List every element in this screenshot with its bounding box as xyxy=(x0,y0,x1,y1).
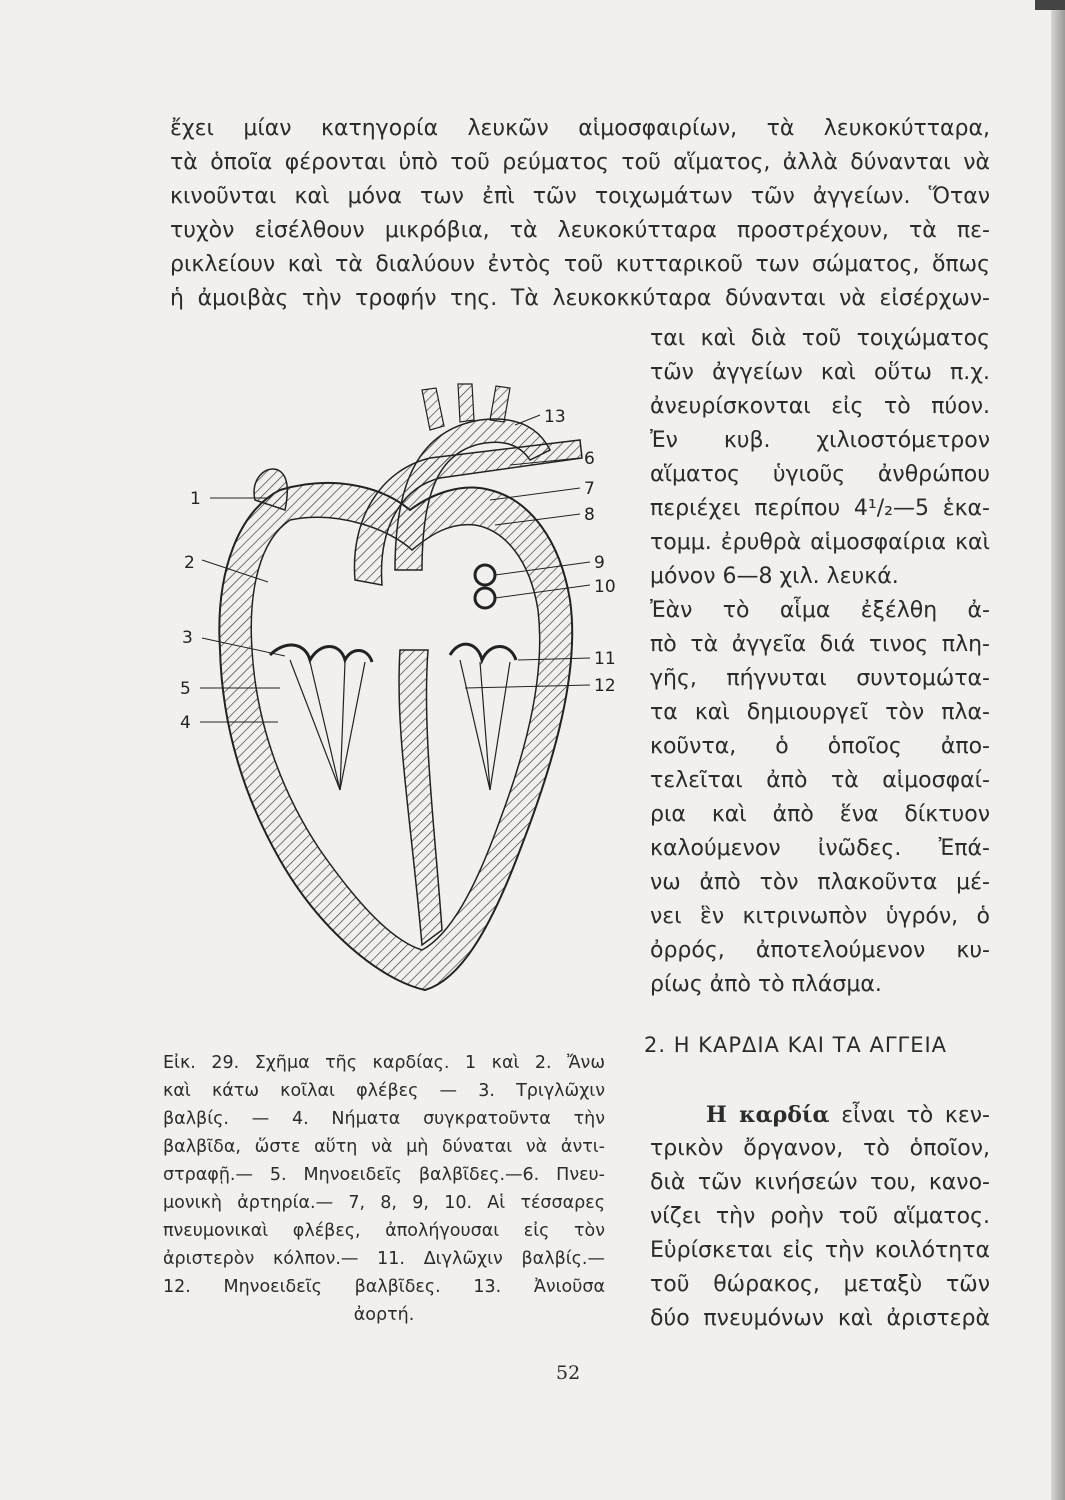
figure-label: 7 xyxy=(584,479,595,499)
caption-line: μονικὴ ἀρτηρία.— 7, 8, 9, 10. Αἱ τέσσαρες xyxy=(163,1193,605,1213)
text-line xyxy=(706,1098,990,1133)
text-line: δύο πνευμόνων καὶ ἀριστερὰ xyxy=(650,1306,990,1331)
figure-label: 13 xyxy=(544,407,566,427)
text-line: διὰ τῶν κινήσεών του, κανο- xyxy=(650,1170,990,1195)
text-line: ὀρρός, ἀποτελούμενον κυ- xyxy=(650,938,990,963)
text-line: ἔχει μίαν κατηγορία λευκῶν αἱμοσφαιρίων, τὰ λευκοκύτταρα, xyxy=(170,116,990,141)
caption-line: στραφῇ.— 5. Μηνοειδεῖς βαλβῖδες.—6. Πνευ- xyxy=(163,1165,605,1185)
text-line: ἡ ἀμοιβὰς τὴν τροφήν της. Τὰ λευκοκκύταρα δύνανται νὰ εἰσέρχων- xyxy=(170,286,990,311)
figure-label: 10 xyxy=(594,577,616,597)
text-line: τελεῖται ἀπὸ τὰ αἱμοσφαί- xyxy=(650,768,990,793)
text-line: τῶν ἀγγείων καὶ οὕτω π.χ. xyxy=(650,360,990,385)
text-line: μόνον 6—8 χιλ. λευκά. xyxy=(650,564,899,589)
text-line: αἵματος ὑγιοῦς ἀνθρώπου xyxy=(650,462,990,487)
caption-line: 12. Μηνοειδεῖς βαλβῖδες. 13. Ἀνιοῦσα xyxy=(163,1277,605,1297)
text-fragment: εἶναι τὸ κεν- xyxy=(841,1103,990,1128)
figure-label: 6 xyxy=(584,449,595,469)
figure-label: 9 xyxy=(594,553,605,573)
text-line: τυχὸν εἰσέλθουν μικρόβια, τὰ λευκοκύτταρα προστρέχουν, τὰ πε- xyxy=(170,218,990,243)
text-line: τὰ ὁποῖα φέρονται ὑπὸ τοῦ ρεύματος τοῦ αἵματος, ἀλλὰ δύνανται νὰ xyxy=(170,150,990,175)
figure-label: 5 xyxy=(180,679,191,699)
text-line: ἀνευρίσκονται εἰς τὸ πύον. xyxy=(650,394,990,419)
text-line: τρικὸν ὄργανον, τὸ ὁποῖον, xyxy=(650,1136,990,1161)
text-line: κοῦντα, ὁ ὁποῖος ἀπο- xyxy=(650,734,990,759)
text-line: νω ἀπὸ τὸν πλακοῦντα μέ- xyxy=(650,870,990,895)
text-line: ρια καὶ ἀπὸ ἕνα δίκτυον xyxy=(650,802,990,827)
text-line: πὸ τὰ ἀγγεῖα διά τινος πλη- xyxy=(650,632,990,657)
caption-line: ἀορτή. xyxy=(353,1305,415,1325)
text-line: Ἐν κυβ. χιλιοστόμετρον xyxy=(650,428,990,453)
heart-diagram xyxy=(160,370,630,1020)
page-corner-edge xyxy=(1035,0,1065,10)
text-line: περιέχει περίπου 4¹/₂—5 ἑκα- xyxy=(650,496,990,521)
section-heading: 2. Η ΚΑΡΔΙΑ ΚΑΙ ΤΑ ΑΓΓΕΙΑ xyxy=(644,1033,948,1057)
figure-label: 1 xyxy=(190,489,201,509)
text-line: τομμ. ἐρυθρὰ αἱμοσφαίρια καὶ xyxy=(650,530,990,555)
pulmonary-vein-ring xyxy=(475,588,495,608)
figure-label: 11 xyxy=(594,649,616,669)
figure-label: 3 xyxy=(182,628,193,648)
pulmonary-vein-ring xyxy=(475,565,495,585)
caption-line: βαλβῖδα, ὥστε αὕτη νὰ μὴ δύναται νὰ ἀντι- xyxy=(163,1137,605,1157)
caption-line: πνευμονικαὶ φλέβες, ἀπολήγουσαι εἰς τὸν xyxy=(163,1221,605,1241)
figure-label: 4 xyxy=(180,713,191,733)
caption-line: βαλβίς. — 4. Νήματα συγκρατοῦντα τὴν xyxy=(163,1109,605,1129)
text-line: ται καὶ διὰ τοῦ τοιχώματος xyxy=(650,326,990,351)
caption-line: καὶ κάτω κοῖλαι φλέβες — 3. Τριγλῶχιν xyxy=(163,1081,605,1101)
text-line: τα καὶ δημιουργεῖ τὸν πλα- xyxy=(650,700,990,725)
page-binding-shadow xyxy=(1051,0,1065,1500)
superior-vena-cava xyxy=(254,469,287,510)
text-line: νίζει τὴν ροὴν τοῦ αἵματος. xyxy=(650,1204,990,1229)
figure-label: 12 xyxy=(594,676,616,696)
caption-line: Εἰκ. 29. Σχῆμα τῆς καρδίας. 1 καὶ 2. Ἄνω xyxy=(163,1053,605,1073)
page-number: 52 xyxy=(556,1362,581,1384)
caption-line: ἀριστερὸν κόλπον.— 11. Διγλῶχιν βαλβίς.— xyxy=(163,1249,605,1269)
bold-term: Η καρδία xyxy=(706,1102,830,1128)
text-line: γῆς, πήγνυται συντομώτα- xyxy=(650,666,990,691)
text-line: ρικλείουν καὶ τὰ διαλύουν ἐντὸς τοῦ κυτταρικοῦ των σώματος, ὅπως xyxy=(170,252,990,277)
text-line: τοῦ θώρακος, μεταξὺ τῶν xyxy=(650,1272,990,1297)
figure-label: 2 xyxy=(184,553,195,573)
text-line: νει ἓν κιτρινωπὸν ὑγρόν, ὁ xyxy=(650,904,990,929)
figure-label: 8 xyxy=(584,505,595,525)
text-line: ρίως ἀπὸ τὸ πλάσμα. xyxy=(650,972,882,997)
text-line: Εὑρίσκεται εἰς τὴν κοιλότητα xyxy=(650,1238,990,1263)
text-line: καλούμενον ἰνῶδες. Ἐπά- xyxy=(650,836,990,861)
text-line: Ἐὰν τὸ αἷμα ἐξέλθη ἀ- xyxy=(650,598,990,623)
text-line: κινοῦνται καὶ μόνα των ἐπὶ τῶν τοιχωμάτων τῶν ἀγγείων. Ὅταν xyxy=(170,184,990,209)
